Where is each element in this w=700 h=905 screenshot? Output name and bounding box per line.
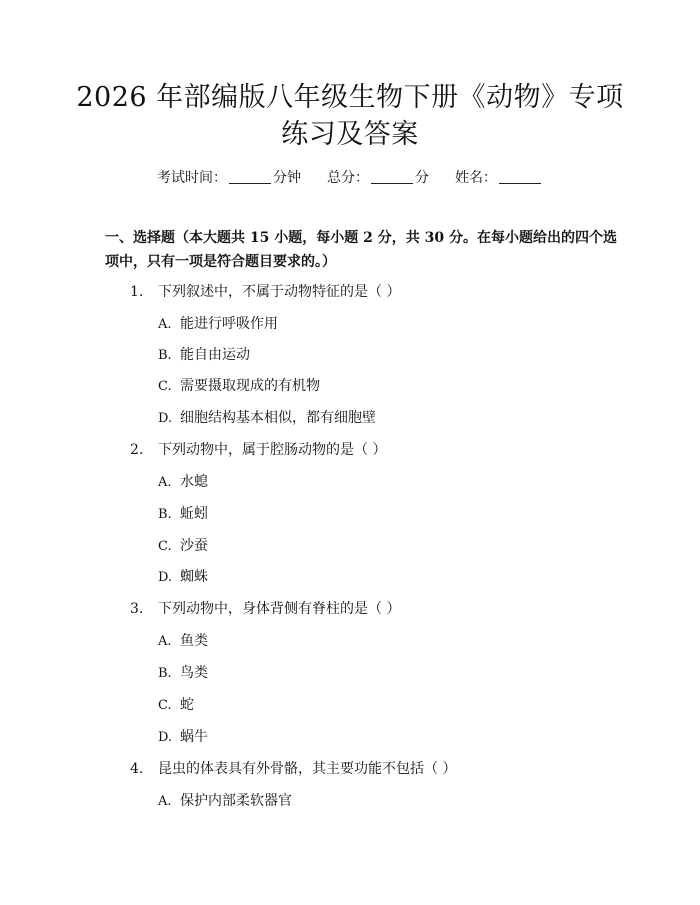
section-heading-line-2: 项中，只有一项是符合题目要求的。） xyxy=(105,254,336,270)
option-text: 蚯蚓 xyxy=(180,506,208,522)
option-letter: C. xyxy=(158,698,172,713)
option-letter: C. xyxy=(158,539,172,554)
document-title-line-2: 练习及答案 xyxy=(281,119,419,150)
student-name-label: 姓名： xyxy=(455,170,497,186)
question-number: 2. xyxy=(130,442,144,458)
option-letter: A. xyxy=(158,317,172,332)
option-text: 鸟类 xyxy=(180,665,208,681)
exam-info-line xyxy=(0,168,700,188)
exam-time-blank xyxy=(229,169,271,184)
question-1-option-c xyxy=(158,376,320,397)
option-text: 蛇 xyxy=(180,697,194,713)
question-1-option-b xyxy=(158,345,250,366)
total-score-blank xyxy=(371,169,413,184)
option-text: 能自由运动 xyxy=(180,347,250,363)
question-1 xyxy=(130,282,400,302)
question-4 xyxy=(130,759,456,779)
total-score-label: 总分： xyxy=(327,170,369,186)
option-letter: D. xyxy=(158,570,173,585)
section-heading-line-1: 一、选择题（本大题共 15 小题，每小题 2 分，共 30 分。在每小题给出的四个选 xyxy=(105,230,617,246)
option-letter: A. xyxy=(158,634,172,649)
question-4-option-a xyxy=(158,791,292,812)
question-3-option-c xyxy=(158,695,194,716)
option-letter: A. xyxy=(158,794,172,809)
question-2-option-a xyxy=(158,472,208,493)
option-letter: B. xyxy=(158,348,172,363)
question-2-option-d xyxy=(158,567,208,588)
question-1-option-d xyxy=(158,408,376,429)
option-letter: D. xyxy=(158,730,173,745)
option-text: 蜘蛛 xyxy=(180,569,208,585)
question-text: 下列动物中，身体背侧有脊柱的是（ ） xyxy=(158,601,401,617)
question-2-option-c xyxy=(158,536,208,557)
question-number: 4. xyxy=(130,761,144,777)
question-number: 3. xyxy=(130,601,144,617)
total-score-unit: 分 xyxy=(415,170,429,186)
option-letter: C. xyxy=(158,379,172,394)
question-number: 1. xyxy=(130,284,144,300)
question-2-option-b xyxy=(158,504,208,525)
option-text: 细胞结构基本相似，都有细胞壁 xyxy=(180,410,376,426)
student-name-blank xyxy=(499,169,541,184)
option-text: 需要摄取现成的有机物 xyxy=(180,378,320,394)
question-3-option-b xyxy=(158,663,208,684)
exam-time-label: 考试时间： xyxy=(157,170,227,186)
question-3 xyxy=(130,599,400,619)
question-1-option-a xyxy=(158,314,278,335)
option-text: 蜗牛 xyxy=(180,729,208,745)
question-3-option-d xyxy=(158,727,208,748)
question-2 xyxy=(130,440,386,460)
option-letter: B. xyxy=(158,666,172,681)
option-letter: D. xyxy=(158,411,173,426)
question-3-option-a xyxy=(158,631,208,652)
option-letter: A. xyxy=(158,475,172,490)
option-text: 能进行呼吸作用 xyxy=(180,316,278,332)
option-text: 保护内部柔软器官 xyxy=(180,793,292,809)
document-title-line-1: 2026 年部编版八年级生物下册《动物》专项 xyxy=(76,82,624,113)
option-letter: B. xyxy=(158,507,172,522)
option-text: 水螅 xyxy=(180,474,208,490)
option-text: 鱼类 xyxy=(180,633,208,649)
question-text: 下列叙述中，不属于动物特征的是（ ） xyxy=(158,284,401,300)
question-text: 下列动物中，属于腔肠动物的是（ ） xyxy=(158,442,387,458)
option-text: 沙蚕 xyxy=(180,538,208,554)
exam-time-unit: 分钟 xyxy=(273,170,301,186)
question-text: 昆虫的体表具有外骨骼，其主要功能不包括（ ） xyxy=(158,761,457,777)
